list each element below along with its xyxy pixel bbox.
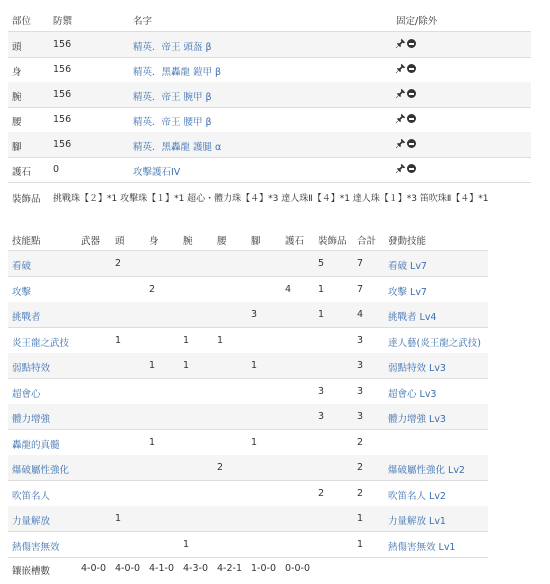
active-skill-link[interactable]: 吹笛名人 Lv2 [388, 490, 446, 502]
skill-row [8, 481, 488, 506]
skill-points-cell: 1 [183, 538, 190, 550]
skill-name-link[interactable]: 炎王龍之武技 [12, 337, 70, 349]
active-skill-link[interactable]: 熱傷害無效 Lv1 [388, 541, 456, 553]
equipment-slot: 腕 [12, 92, 22, 103]
skill-points-cell: 2 [357, 436, 364, 448]
skills-header-cell: 腕 [183, 236, 193, 247]
skill-points-cell: 3 [357, 334, 364, 346]
slot-count-cell: 4-0-0 [115, 563, 140, 574]
skill-name-link[interactable]: 爆破屬性強化 [12, 465, 70, 476]
slots-label: 鑲嵌槽數 [12, 566, 51, 577]
skill-points-cell: 1 [149, 360, 156, 371]
skill-points-cell: 2 [318, 487, 325, 499]
skill-row [8, 328, 488, 353]
equipment-name-link[interactable]: 精英．帝王 腰甲 β [133, 117, 212, 128]
slot-count-cell: 4-0-0 [81, 563, 106, 574]
skill-name-link[interactable]: 看破 [12, 261, 32, 272]
skill-row [8, 353, 488, 378]
skill-name-link[interactable]: 轟龍的真髓 [12, 439, 60, 451]
skill-name-link[interactable]: 弱點特效 [12, 363, 51, 374]
divider [8, 182, 531, 183]
skill-row [8, 455, 488, 480]
active-skill-link[interactable]: 體力增強 Lv3 [388, 414, 446, 425]
skill-row [8, 532, 488, 557]
equipment-row [8, 82, 531, 107]
skill-points-cell: 3 [318, 385, 325, 397]
active-skill-link[interactable]: 看破 Lv7 [388, 261, 427, 272]
minus-circle-icon[interactable] [407, 39, 416, 48]
active-skill-link[interactable]: 挑戰者 Lv4 [388, 312, 437, 323]
skill-points-cell: 3 [357, 385, 364, 397]
skill-points-cell: 1 [115, 334, 122, 346]
skills-header-cell: 頭 [115, 236, 125, 247]
skill-points-cell: 5 [318, 258, 325, 269]
skill-row [8, 379, 488, 404]
skills-header-cell: 技能點 [12, 236, 41, 247]
decorations-label: 裝飾品 [12, 194, 41, 205]
equipment-name-link[interactable]: 攻擊護石IV [133, 167, 181, 178]
skill-name-link[interactable]: 體力增強 [12, 414, 51, 425]
skill-name-link[interactable]: 吹笛名人 [12, 490, 51, 502]
skills-header-cell: 發動技能 [388, 236, 427, 247]
skill-points-cell: 2 [217, 462, 224, 473]
pin-icon[interactable] [395, 63, 406, 74]
skill-points-cell: 1 [357, 513, 364, 524]
equipment-slot: 頭 [12, 42, 22, 53]
equipment-slot: 腰 [12, 117, 22, 128]
slot-count-cell: 4-2-1 [217, 563, 242, 574]
equipment-actions [395, 38, 425, 50]
slot-count-cell: 4-1-0 [149, 563, 174, 574]
skill-row [8, 506, 488, 531]
equipment-header-cell: 名字 [133, 16, 153, 27]
active-skill-link[interactable]: 力量解放 Lv1 [388, 516, 446, 527]
skill-points-cell: 1 [183, 334, 190, 346]
active-skill-link[interactable]: 弱點特效 Lv3 [388, 363, 446, 374]
decorations-value: 挑戰珠【２】*1 攻擊珠【１】*1 超心・體力珠【４】*3 達人珠Ⅱ【４】*1 達人珠【１】*3 笛吹珠Ⅱ【４】*1 [53, 194, 489, 204]
skill-points-cell: 3 [318, 411, 325, 422]
pin-icon[interactable] [395, 88, 406, 99]
equipment-name-link[interactable]: 精英．黑轟龍 鎧甲 β [133, 67, 222, 78]
minus-circle-icon[interactable] [407, 139, 416, 148]
equipment-header-cell: 防禦 [53, 16, 73, 27]
skill-row [8, 430, 488, 455]
equipment-actions [395, 88, 425, 100]
equipment-defense: 156 [53, 114, 72, 125]
active-skill-link[interactable]: 超會心 Lv3 [388, 388, 437, 400]
skill-name-link[interactable]: 超會心 [12, 388, 41, 400]
active-skill-link[interactable]: 爆破屬性強化 Lv2 [388, 465, 465, 476]
equipment-actions [395, 163, 425, 175]
skill-points-cell: 1 [318, 309, 325, 320]
equipment-defense: 156 [53, 39, 72, 50]
skill-points-cell: 1 [217, 334, 224, 346]
skill-points-cell: 3 [357, 360, 364, 371]
equipment-name-link[interactable]: 精英．帝王 腕甲 β [133, 92, 212, 103]
skill-points-cell: 2 [357, 487, 364, 499]
skill-name-link[interactable]: 挑戰者 [12, 312, 41, 323]
skill-row [8, 277, 488, 302]
skill-row [8, 404, 488, 429]
minus-circle-icon[interactable] [407, 164, 416, 173]
skill-points-cell: 2 [149, 283, 156, 295]
skill-row [8, 251, 488, 276]
pin-icon[interactable] [395, 163, 406, 174]
active-skill-link[interactable]: 達人藝(炎王龍之武技) [388, 337, 481, 349]
skill-points-cell: 1 [251, 436, 258, 448]
equipment-name-link[interactable]: 精英．帝王 頭盔 β [133, 42, 212, 53]
equipment-row [8, 32, 531, 57]
skill-name-link[interactable]: 熱傷害無效 [12, 541, 60, 553]
minus-circle-icon[interactable] [407, 64, 416, 73]
skill-points-cell: 3 [357, 411, 364, 422]
skills-header-cell: 護石 [285, 236, 305, 247]
equipment-defense: 156 [53, 89, 72, 100]
equipment-row [8, 157, 531, 182]
skill-points-cell: 3 [251, 309, 258, 320]
equipment-slot: 護石 [12, 167, 32, 178]
skill-points-cell: 4 [285, 283, 292, 295]
skill-points-cell: 2 [115, 258, 122, 269]
pin-icon[interactable] [395, 38, 406, 49]
skill-points-cell: 1 [149, 436, 156, 448]
slot-count-cell: 1-0-0 [251, 563, 276, 574]
equipment-row [8, 132, 531, 157]
divider [8, 557, 488, 558]
skill-points-cell: 1 [183, 360, 190, 371]
skills-header-cell: 合計 [357, 236, 377, 247]
skills-header-row [8, 226, 488, 251]
minus-circle-icon[interactable] [407, 114, 416, 123]
minus-circle-icon[interactable] [407, 89, 416, 98]
active-skill-link[interactable]: 攻擊 Lv7 [388, 286, 427, 298]
equipment-name-link[interactable]: 精英．黑轟龍 護腿 α [133, 142, 222, 153]
pin-icon[interactable] [395, 113, 406, 124]
skill-points-cell: 7 [357, 258, 364, 269]
equipment-header-row [8, 6, 531, 31]
equipment-actions [395, 138, 425, 150]
skill-name-link[interactable]: 力量解放 [12, 516, 51, 527]
equipment-defense: 0 [53, 164, 60, 175]
slot-count-cell: 0-0-0 [285, 563, 310, 574]
skill-points-cell: 1 [115, 513, 122, 524]
equipment-defense: 156 [53, 139, 72, 150]
equipment-row [8, 57, 531, 82]
equipment-defense: 156 [53, 64, 72, 75]
skill-points-cell: 1 [251, 360, 258, 371]
skills-header-cell: 腰 [217, 236, 227, 247]
skill-points-cell: 1 [357, 538, 364, 550]
equipment-actions [395, 113, 425, 125]
skill-points-cell: 2 [357, 462, 364, 473]
skill-points-cell: 7 [357, 283, 364, 295]
slot-count-cell: 4-3-0 [183, 563, 208, 574]
skills-header-cell: 裝飾品 [318, 236, 347, 247]
skill-points-cell: 4 [357, 309, 364, 320]
equipment-actions [395, 63, 425, 75]
equipment-header-cell: 部位 [12, 16, 32, 27]
skill-row [8, 302, 488, 327]
equipment-slot: 腳 [12, 142, 22, 153]
skill-name-link[interactable]: 攻擊 [12, 286, 32, 298]
equipment-header-cell: 固定/除外 [396, 16, 438, 27]
equipment-row [8, 107, 531, 132]
skills-header-cell: 武器 [81, 236, 101, 247]
skill-points-cell: 1 [318, 283, 325, 295]
skills-header-cell: 腳 [251, 236, 261, 247]
pin-icon[interactable] [395, 138, 406, 149]
equipment-slot: 身 [12, 67, 22, 78]
skills-header-cell: 身 [149, 236, 159, 247]
